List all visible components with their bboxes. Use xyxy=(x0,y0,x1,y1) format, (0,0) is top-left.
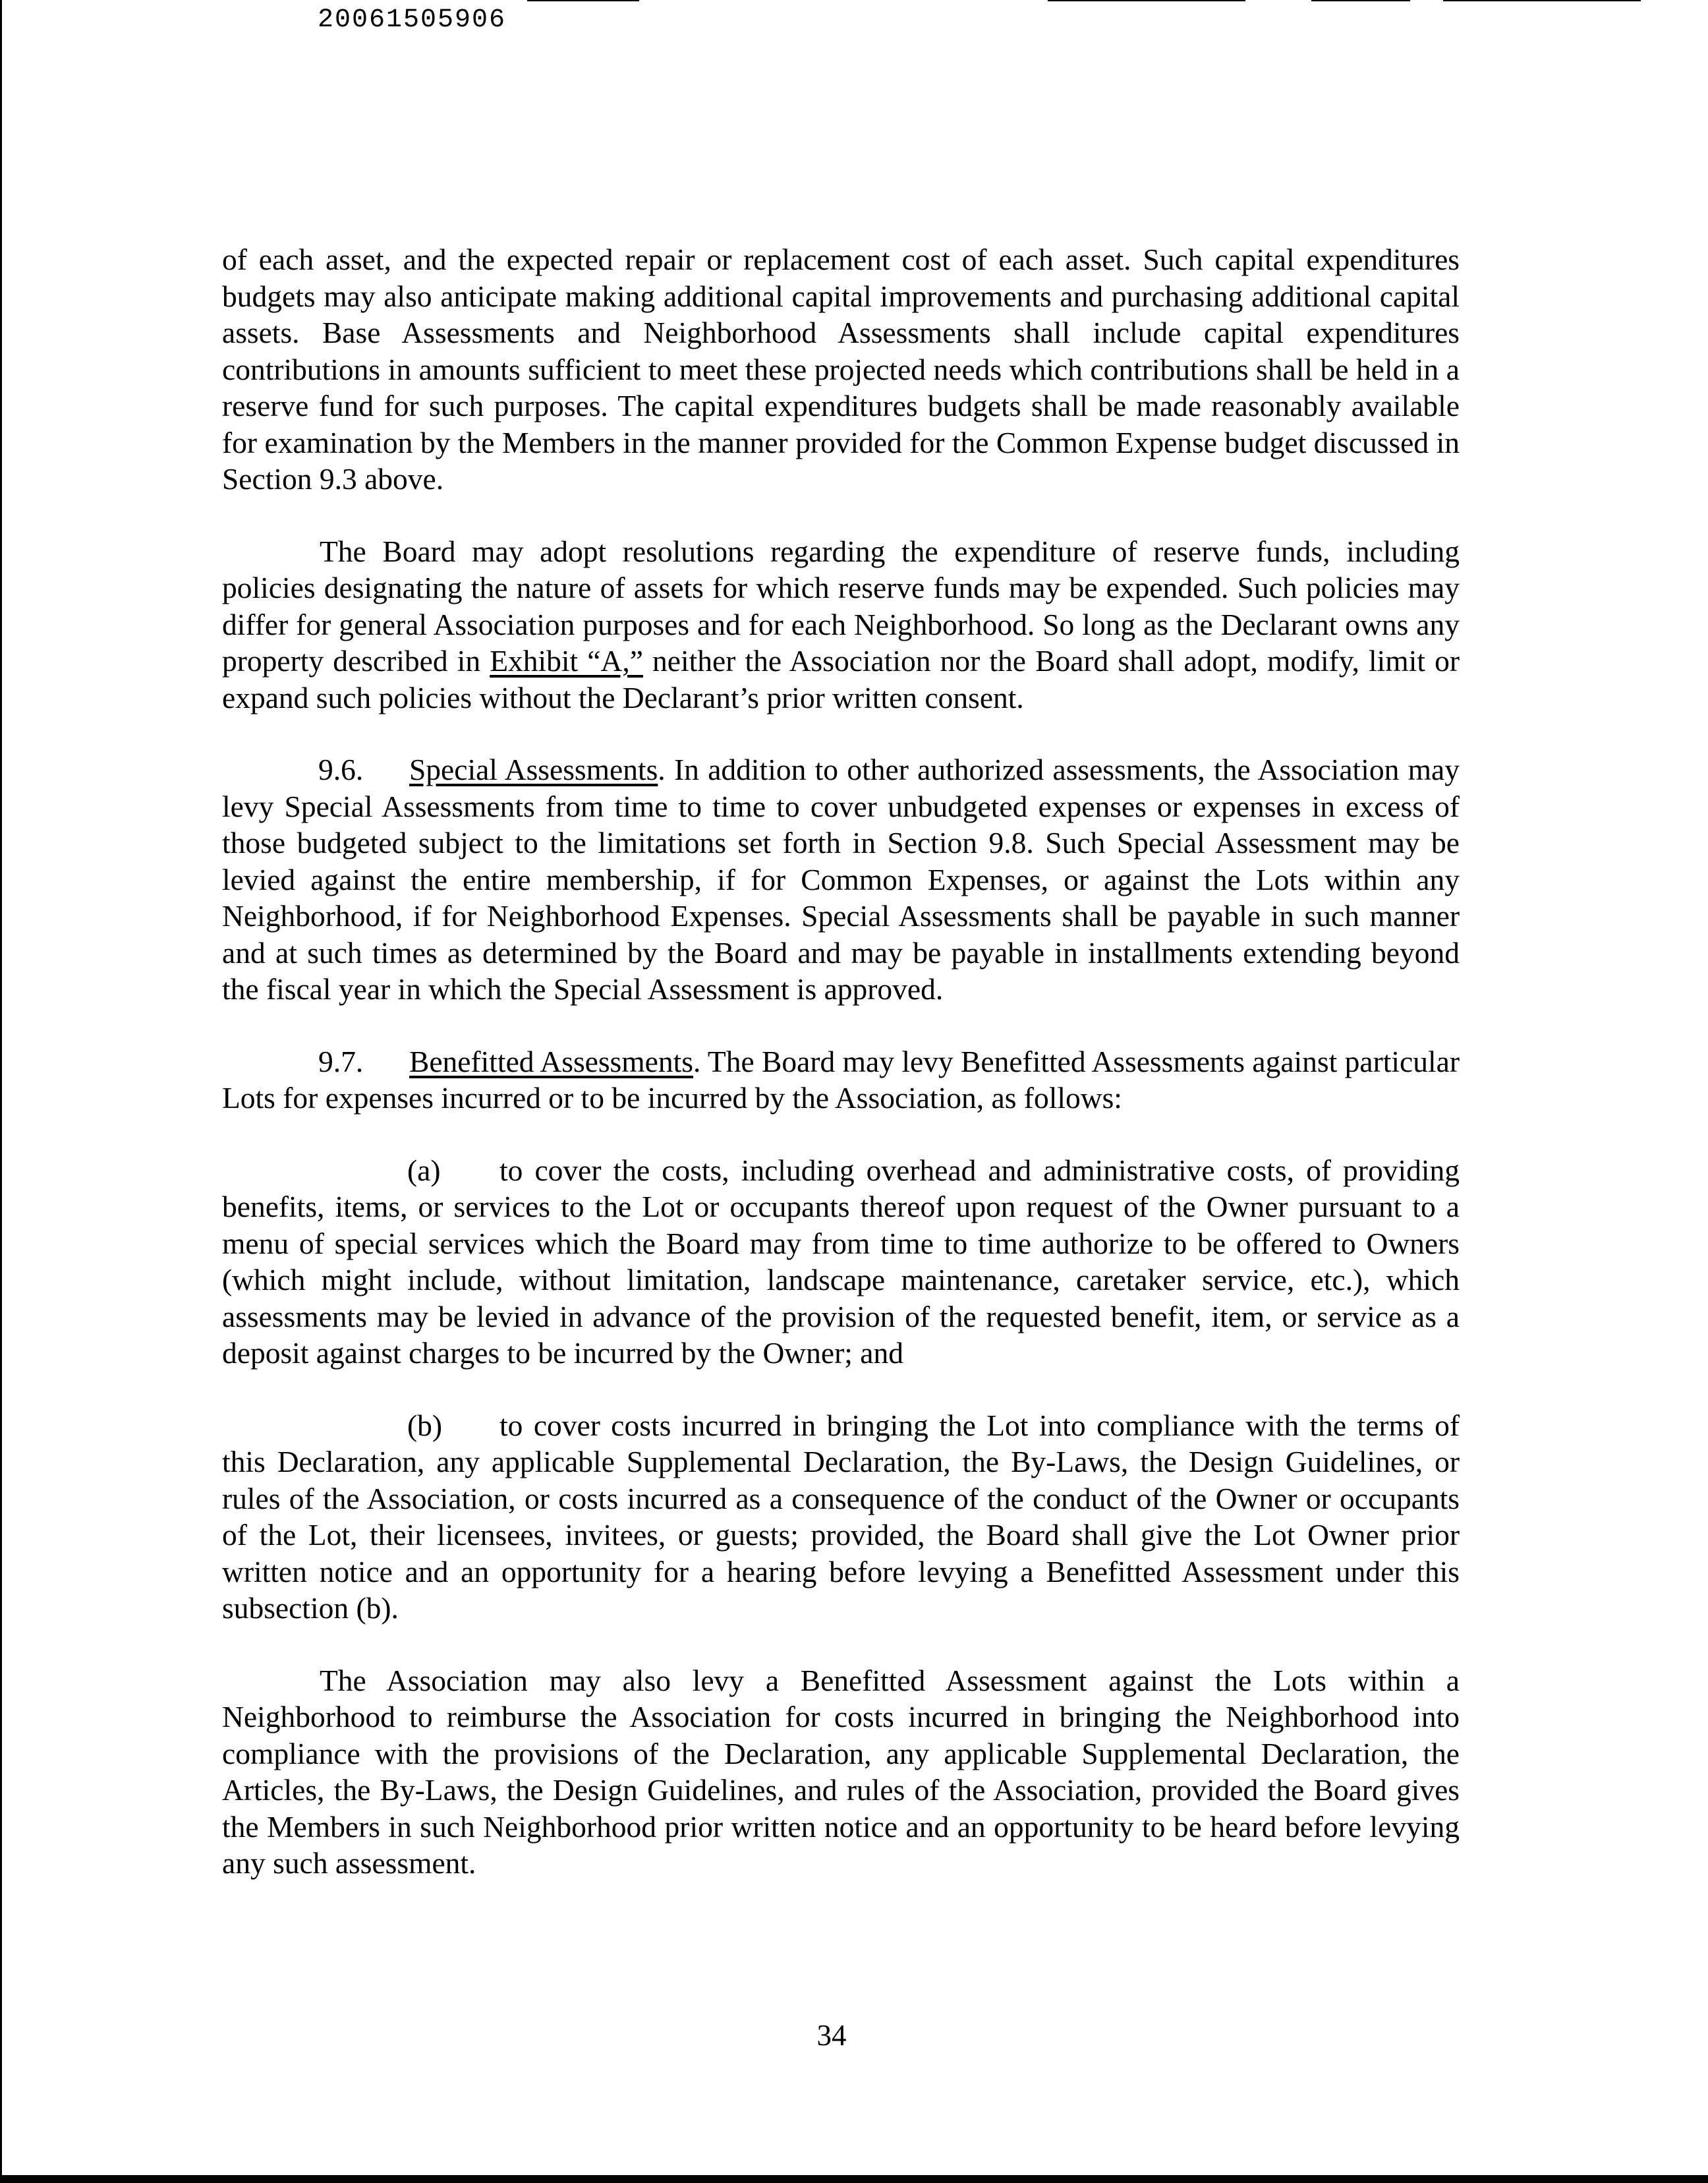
subsection-text: to cover costs incurred in bringing the Lot into compliance with the terms of this Declaration, any applicable Supplemental Declaration, the By-Laws, the Design Guidelines, or rules of the Association, or costs incurred as a consequence of the conduct of the Owner or occupants of the Lot, their licensees, invitees, or guests; provided, the Board shall give the Lot Owner prior written notice and an opportunity for a hearing before levying a Benefitted Assessment under this subsection (b). xyxy=(222,1408,1460,1625)
subsection-label: (a) xyxy=(407,1153,441,1187)
subsection-label: (b) xyxy=(407,1408,443,1442)
subsection-b xyxy=(222,1407,1460,1627)
section-title: Benefitted Assessments xyxy=(409,1044,693,1078)
top-scan-rule xyxy=(1443,0,1641,1)
page-number xyxy=(0,2018,1708,2052)
paragraph-neighborhood-assessment: The Association may also levy a Benefitted Assessment against the Lots within a Neighborhood to reimburse the Association for costs incurred in bringing the Neighborhood into compliance with the provisions of the Declaration, any applicable Supplemental Declaration, the Articles, the By-Laws, the Design Guidelines, and rules of the Association, provided the Board gives the Members in such Neighborhood prior written notice and an opportunity to be heard before levying any such assessment. xyxy=(222,1663,1460,1880)
reserve-funds-text: The Board may adopt resolutions regarding the expenditure of reserve funds, including policies designating the nature of assets for which reserve funds may be expended. Such policies may differ for general Association purposes and for each Neighborhood. So long as the Declarant owns any property described in xyxy=(222,534,1460,678)
document-body xyxy=(222,241,1460,1917)
subsection-text: to cover the costs, including overhead and administrative costs, of providing benefits, items, or services to the Lot or occupants thereof upon request of the Owner pursuant to a menu of special services which the Board may from time to time authorize to be offered to Owners (which might include, without limitation, landscape maintenance, caretaker service, etc.), which assessments may be levied in advance of the provision of the requested benefit, item, or service as a deposit against charges to be incurred by the Owner; and xyxy=(222,1153,1460,1370)
page-border-bottom xyxy=(0,2175,1708,2183)
paragraph-capital-expenditures: of each asset, and the expected repair or replacement cost of each asset. Such capital expenditures budgets may also anticipate making additional capital improvements and purchasing additional capital assets. Base Assessments and Neighborhood Assessments shall include capital expenditures contributions in amounts sufficient to meet these projected needs which contributions shall be held in a reserve fund for such purposes. The capital expenditures budgets shall be made reasonably available for examination by the Members in the manner provided for the Common Expense budget discussed in Section 9.3 above. xyxy=(222,243,1460,496)
top-scan-rule xyxy=(527,0,639,1)
section-number: 9.6. xyxy=(318,753,364,786)
page-number-text: 34 xyxy=(816,2019,847,2052)
section-text: . The Board may levy Benefitted Assessments against particular Lots for expenses incurred or to be incurred by the Association, as follows: xyxy=(222,1044,1460,1115)
section-9-6 xyxy=(222,751,1460,1008)
section-title: Special Assessments xyxy=(409,753,658,786)
subsection-a xyxy=(222,1152,1460,1372)
document-number: 20061505906 xyxy=(317,5,507,35)
section-number: 9.7. xyxy=(318,1044,364,1078)
page-border-left xyxy=(0,0,2,2183)
top-scan-rule xyxy=(1311,0,1410,1)
section-9-7 xyxy=(222,1043,1460,1117)
exhibit-a-reference: Exhibit “A,” xyxy=(490,644,643,678)
reserve-funds-text-end: neither the Association nor the Board shall adopt, modify, limit or expand such policies without the Declarant’s prior written consent. xyxy=(222,644,1460,714)
section-text: . In addition to other authorized assessments, the Association may levy Special Assessments from time to time to cover unbudgeted expenses or expenses in excess of those budgeted subject to the limitations set forth in Section 9.8. Such Special Assessment may be levied against the entire membership, if for Common Expenses, or against the Lots within any Neighborhood, if for Neighborhood Expenses. Special Assessments shall be payable in such manner and at such times as determined by the Board and may be payable in installments extending beyond the fiscal year in which the Special Assessment is approved. xyxy=(222,753,1460,1006)
top-scan-rule xyxy=(1048,0,1245,1)
paragraph-reserve-funds xyxy=(222,533,1460,716)
